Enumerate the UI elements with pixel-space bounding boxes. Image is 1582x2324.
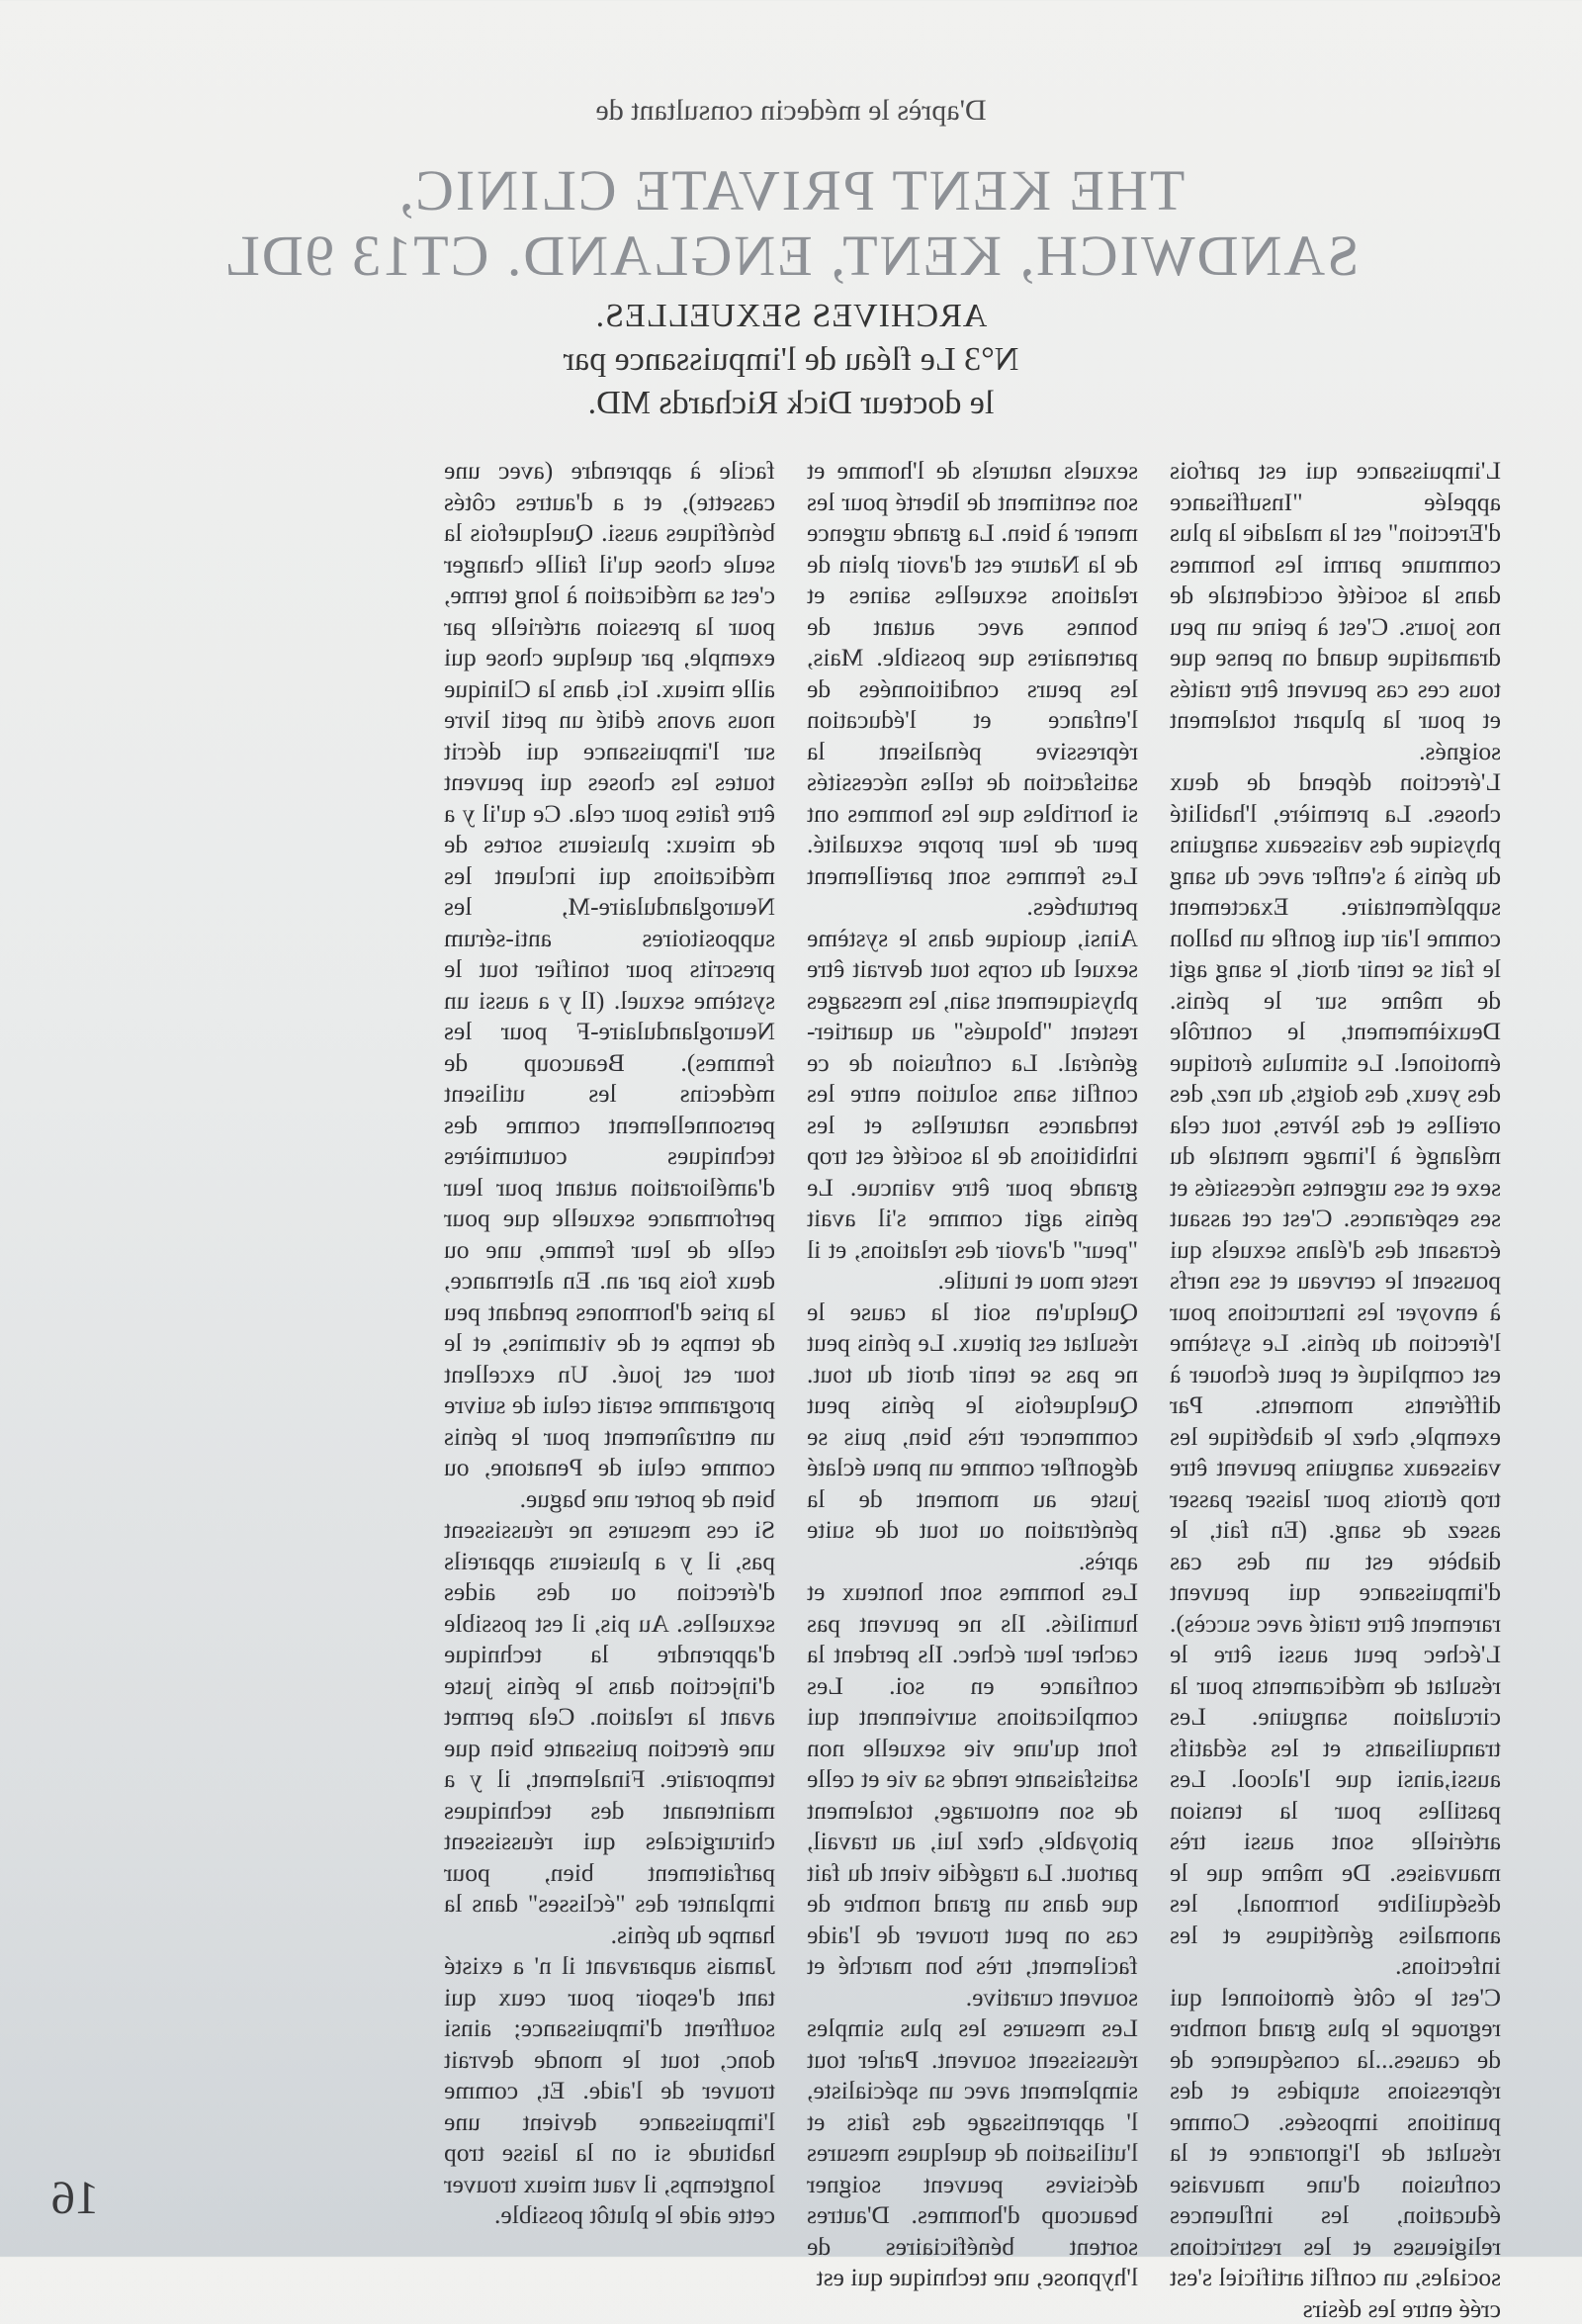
clinic-heading-line-2: SANDWICH, KENT, ENGLAND. CT13 9DL — [0, 223, 1582, 289]
paragraph: L'érection dépend de deux choses. La première, l'habilité physique des vaisseaux sanguins du pénis à s'enfler avec du sang supplémentaire. Exactement comme l'air qui gonfle un ballon le fait se tenir droit, le sang agit de même sur le pénis. Deuxièmement, le contrôle émotionel. Le stimulus érotique des yeux, des doigts, du nez, des oreilles et des lèvres, tout cela mélangé à l'image mentale du sexe et ses urgentes nécessités et ses espérances. C'est cet assaut écrasant des d'élans sexuels qui poussent le cerveau et ses nerfs à envoyer les instructions pour l'érection du pénis. Le système est compliqué et peut échouer à différents moments. Par exemple, chez le diabétique les vaisseaux sanguins peuvent être trop étroits pour laisser passer assez de sang. (En fait, le diabète est un des cas d'impuissance qui peuvent rarement être traité avec succès). L'échec peut aussi être le résultat de médicaments pour la circulation sanguine. Les tranquilisants et les sédatifs aussi,ainsi que l'alcool. Les pastilles pour la tension artérielle sont aussi très mauvaises. De même que le déséquilibre hormonal, les anomalies génétiques et les infections. — [1170, 766, 1501, 1982]
column-2 — [807, 455, 1138, 2324]
archive-heading — [0, 295, 1582, 425]
paragraph: C'est le côté émotionnel qui regroupe le plus grand nombre de causes...la conséquence de répressions stupides et des punitions imposées. Comme résultat de l'ignorance et la confusion d'une mauvaise éducation, les influences religieuses et les restrictions sociales, un conflit artificiel s'est créé entre les désirs — [1170, 1982, 1501, 2324]
archive-subtitle: N°3 Le fléau de l'impuissance par — [0, 338, 1582, 382]
paragraph: Jamais auparavant il n' a existé tant d'espoir pour ceux qui souffrent d'impuissance; ainsi donc, tout le monde devrait trouver de l'aide. Et, comme l'impuissance devient une habitude si on la laisse trop longtemps, il vaut mieux trouver cette aide le plutôt possible. — [444, 1950, 775, 2231]
paragraph: facile à apprendre (avec une cassette), et a d'autres côtés bénéfiques aussi. Quelquefois la seule chose qu'il faille changer c'est sa médication à long terme, pour la pression artérielle par exemple, par quelque chose qui aille mieux. Ici, dans la Clinique nous avons édité un petit livre sur l'impuissance qui décrit toutes les choses qui peuvent être faites pour cela. Ce qu'il y a de mieux: plusieurs sortes de médications qui incluent les Neuroglandulaire-M, les suppositoires anti-sérum prescrits pour tonifier tout le système sexuel. (Il y a aussi un Neuroglandulaire-F pour les femmes). Beaucoup de médecins les utilisent personnellement comme des techniques coutumières d'amélioration autant pour leur performance sexuelle que pour celle de leur femme, une ou deux fois par an. En alternance, la prise d'hormones pendant peu de temps et de vitamines, et le tour est joué. Un excellent programme serait celui de suivre un entraînement pour le pénis comme celui de Penatone, ou bien de porter une bague. — [444, 455, 775, 1514]
archive-title: ARCHIVES SEXUELLES. — [0, 295, 1582, 338]
archive-author: le docteur Dick Richards MD. — [0, 382, 1582, 425]
paragraph: Si ces mesures ne réussissent pas, il y a plusieurs appareils d'érection ou des aides sexuelles. Au pis, il est possible d'apprendre la technique d'injection dans le pénis juste avant la relation. Cela permet une érection puissante bien que temporaire. Finalement, il y a maintenant des techniques chirurgicales qui réussissent parfaitement bien, pour implanter des "éclisses" dans la hampe du pénis. — [444, 1514, 775, 1950]
article-body — [81, 455, 1501, 2176]
paragraph: Les mesures les plus simples réussissent souvent. Parler tout simplement avec un spécialiste, l' apprentissage des faits et l'utilisation de quelques mesures décisives peuvent soigner beaucoup d'hommes. D'autres sortent bénéficiaires de l'hypnose, une technique qui est — [807, 2012, 1138, 2293]
clinic-heading-line-1: THE KENT PRIVATE CLINIC, — [0, 158, 1582, 223]
column-1 — [1170, 455, 1501, 2324]
column-3 — [444, 455, 775, 2324]
intro-line: D'après le médecin consultant de — [0, 94, 1582, 128]
paragraph: Quelqu'en soit la cause le résultat est piteux. Le pénis peut ne pas se tenir droit du tout. Quelquefois le pénis peut commencer très bien, puis se dégonfler comme un pneu éclaté juste au moment de la pénétration ou tout de suite après. — [807, 1296, 1138, 1577]
paragraph: Ainsi, quoique dans le système sexuel du corps tout devrait être physiquement sain, les messages restent "bloqués" au quartier-général. La confusion de ce conflit sans solution entre les tendances naturelles et les inhibitions de la société est trop grande pour être vaincue. Le pénis agit comme s'il avait "peur" d'avoir des relations, et il reste mou et inutile. — [807, 923, 1138, 1296]
clinic-heading — [0, 158, 1582, 289]
column-4 — [81, 455, 412, 2324]
paragraph: sexuels naturels de l'homme et son sentiment de liberté pour les mener à bien. La grande urgence de la Nature est d'avoir plein de relations sexuelles saines et bonnes avec autant de partenaires que possible. Mais, les peurs conditionnées de l'enfance et l'éducation répressive pénalisent la satisfaction de telles nécessités si horribles que les hommes ont peur de leur propre sexualité. Les femmes sont pareillement perturbées. — [807, 455, 1138, 923]
paragraph: Les hommes sont honteux et humiliés. Ils ne peuvent pas cacher leur échec. Ils perdent la confiance en soi. Les complications surviennent qui font qu'une vie sexuelle non satisfaisante rende sa vie et celle de son entourage, totalement pitoyable, chez lui, au travail, partout. La tragédie vient du fait que dans un grand nombre de cas on peut trouver de l'aide facilement, très bon marché et souvent curative. — [807, 1576, 1138, 2012]
paragraph: L'impuissance qui est parfois appelée "Insuffisance d'Erection" est la maladie la plus commune parmi les hommes dans la société occidentale de nos jours. C'est à peine un peu dramatique quand on pense que tous ces cas peuvent être traités et pour la plupart totalement soignés. — [1170, 455, 1501, 766]
page-number: 16 — [51, 2171, 99, 2225]
